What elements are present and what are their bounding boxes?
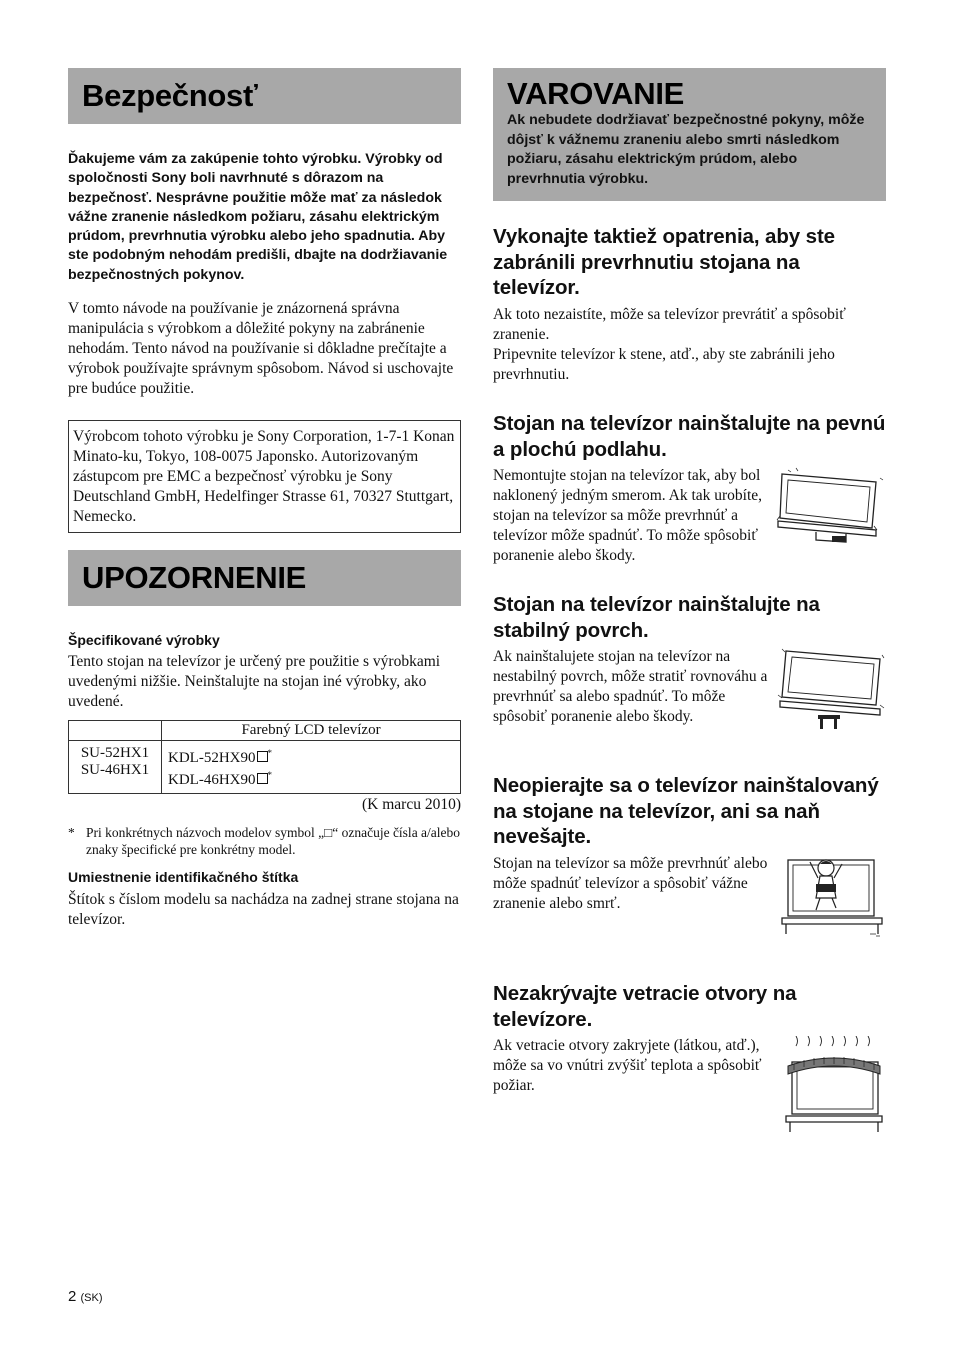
footnote-text: Pri konkrétnych názvoch modelov symbol „□“ označuje čísla a/alebo znaky špecifické pre konkrétny model.: [86, 825, 461, 858]
stand-models-cell: [69, 741, 162, 794]
manufacturer-box: [68, 420, 461, 533]
section-text: Stojan na televízor sa môže prevrhnúť alebo môže spadnúť televízor a spôsobiť vážne zranenie alebo smrť.: [493, 854, 768, 912]
section-heading: Stojan na televízor nainštalujte na pevnú a plochú podlahu.: [493, 412, 886, 461]
tv-models-cell: [162, 741, 461, 794]
table-row: [69, 721, 461, 741]
section-heading: Nezakrývajte vetracie otvory na televízore.: [493, 982, 797, 1031]
square-symbol-icon: [257, 773, 268, 784]
spec-heading: Špecifikované výrobky: [68, 632, 220, 649]
section-text: Ak nainštalujete stojan na televízor na nestabilný povrch, môže stratiť rovnováhu a prevrhnúť sa alebo spadnúť. To môže spôsobiť poranenie alebo škody.: [493, 648, 768, 725]
table-cell-empty: [69, 721, 162, 741]
square-symbol-icon: [257, 751, 268, 762]
section-text: Nemontujte stojan na televízor tak, aby bol naklonený jedným smerom. Ak tak urobíte, stojan na televízor sa môže prevrhnúť a televízor môže spadnúť. To môže spôsobiť poranenie alebo škody.: [493, 467, 763, 564]
section-heading: Neopierajte sa o televízor nainštalovaný na stojane na televízor, ani sa naň nevešajte.: [493, 774, 879, 848]
date-note: (K marcu 2010): [362, 796, 461, 814]
footnote: [68, 824, 461, 858]
page-number: 2 (SK): [68, 1288, 103, 1305]
label-heading: Umiestnenie identifikačného štítka: [68, 869, 299, 886]
covered-vents-illustration-icon: [782, 1036, 886, 1134]
safety-title: Bezpečnosť: [82, 78, 258, 113]
section-text: Ak toto nezaistíte, môže sa televízor prevrátiť a spôsobiť zranenie.: [493, 305, 846, 343]
footnote-mark: *: [68, 825, 75, 841]
warning-box: [493, 68, 886, 201]
caution-title: UPOZORNENIE: [82, 560, 307, 596]
stand-model: SU-52HX1: [80, 745, 150, 762]
tv-model: KDL-46HX90 *: [168, 770, 272, 789]
left-column: [68, 68, 461, 930]
section-no-leaning: [493, 773, 886, 942]
child-hanging-tv-illustration-icon: [780, 854, 886, 942]
section-heading: Stojan na televízor nainštalujte na stabilný povrch.: [493, 593, 820, 642]
warning-title: VAROVANIE: [507, 76, 685, 111]
tilted-tv-illustration-icon: [776, 466, 886, 546]
section-flat-floor: [493, 411, 886, 566]
safety-title-box: [68, 68, 461, 124]
safety-intro: Ďakujeme vám za zakúpenie tohto výrobku. Výrobky od spoločnosti Sony boli navrhnuté s dôrazom na bezpečnosť. Nesprávne použitie môže mať za následok vážne zranenie následkom požiaru, zásahu elektrickým prúdom, prevrhnutia výrobku alebo jeho spadnutia. Aby ste podobným nehodám predišli, dbajte na dodržiavanie bezpečnostných pokynov.: [68, 151, 448, 283]
manual-paragraph: V tomto návode na používanie je znázornená správna manipulácia s výrobkom a dôležité pokyny na zabránenie nehodám. Tento návod na používanie si dôkladne prečítajte a výrobok používajte správnym spôsobom. Návod si uschovajte pre budúce použitie.: [68, 300, 454, 398]
unstable-tv-illustration-icon: [776, 647, 886, 733]
section-ventilation: [493, 981, 886, 1134]
section-tipping: [493, 224, 886, 385]
section-stable-surface: [493, 592, 886, 733]
stand-model: SU-46HX1: [80, 762, 150, 779]
table-header: Farebný LCD televízor: [162, 721, 461, 741]
manufacturer-text: Výrobcom tohoto výrobku je Sony Corporation, 1-7-1 Konan Minato-ku, Tokyo, 108-0075 Japonsko. Autorizovaným zástupcom pre EMC a bezpečnosť výrobku je Sony Deutschland GmbH, Hedelfinger Strasse 61, 70327 Stuttgart, Nemecko.: [73, 428, 455, 526]
caution-title-box: [68, 550, 461, 606]
spec-paragraph: Tento stojan na televízor je určený pre použitie s výrobkami uvedenými nižšie. Neinštalujte na stojan iné výrobky, ako uvedené.: [68, 653, 441, 711]
models-table: [68, 720, 461, 794]
tv-model: KDL-52HX90 *: [168, 748, 272, 767]
section-text: Pripevnite televízor k stene, atď., aby ste zabránili jeho prevrhnutiu.: [493, 345, 835, 383]
section-heading: Vykonajte taktiež opatrenia, aby ste zabránili prevrhnutiu stojana na televízor.: [493, 225, 835, 299]
section-text: Ak vetracie otvory zakryjete (látkou, atď.), môže sa vo vnútri zvýšiť teplota a spôsobiť požiar.: [493, 1037, 762, 1094]
label-paragraph: Štítok s číslom modelu sa nachádza na zadnej strane stojana na televízor.: [68, 891, 459, 929]
table-row: [69, 741, 461, 794]
warning-text: Ak nebudete dodržiavať bezpečnostné pokyny, môže dôjsť k vážnemu zraneniu alebo smrti následkom požiaru, zásahu elektrickým prúdom, alebo prevrhnutia výrobku.: [507, 112, 865, 187]
